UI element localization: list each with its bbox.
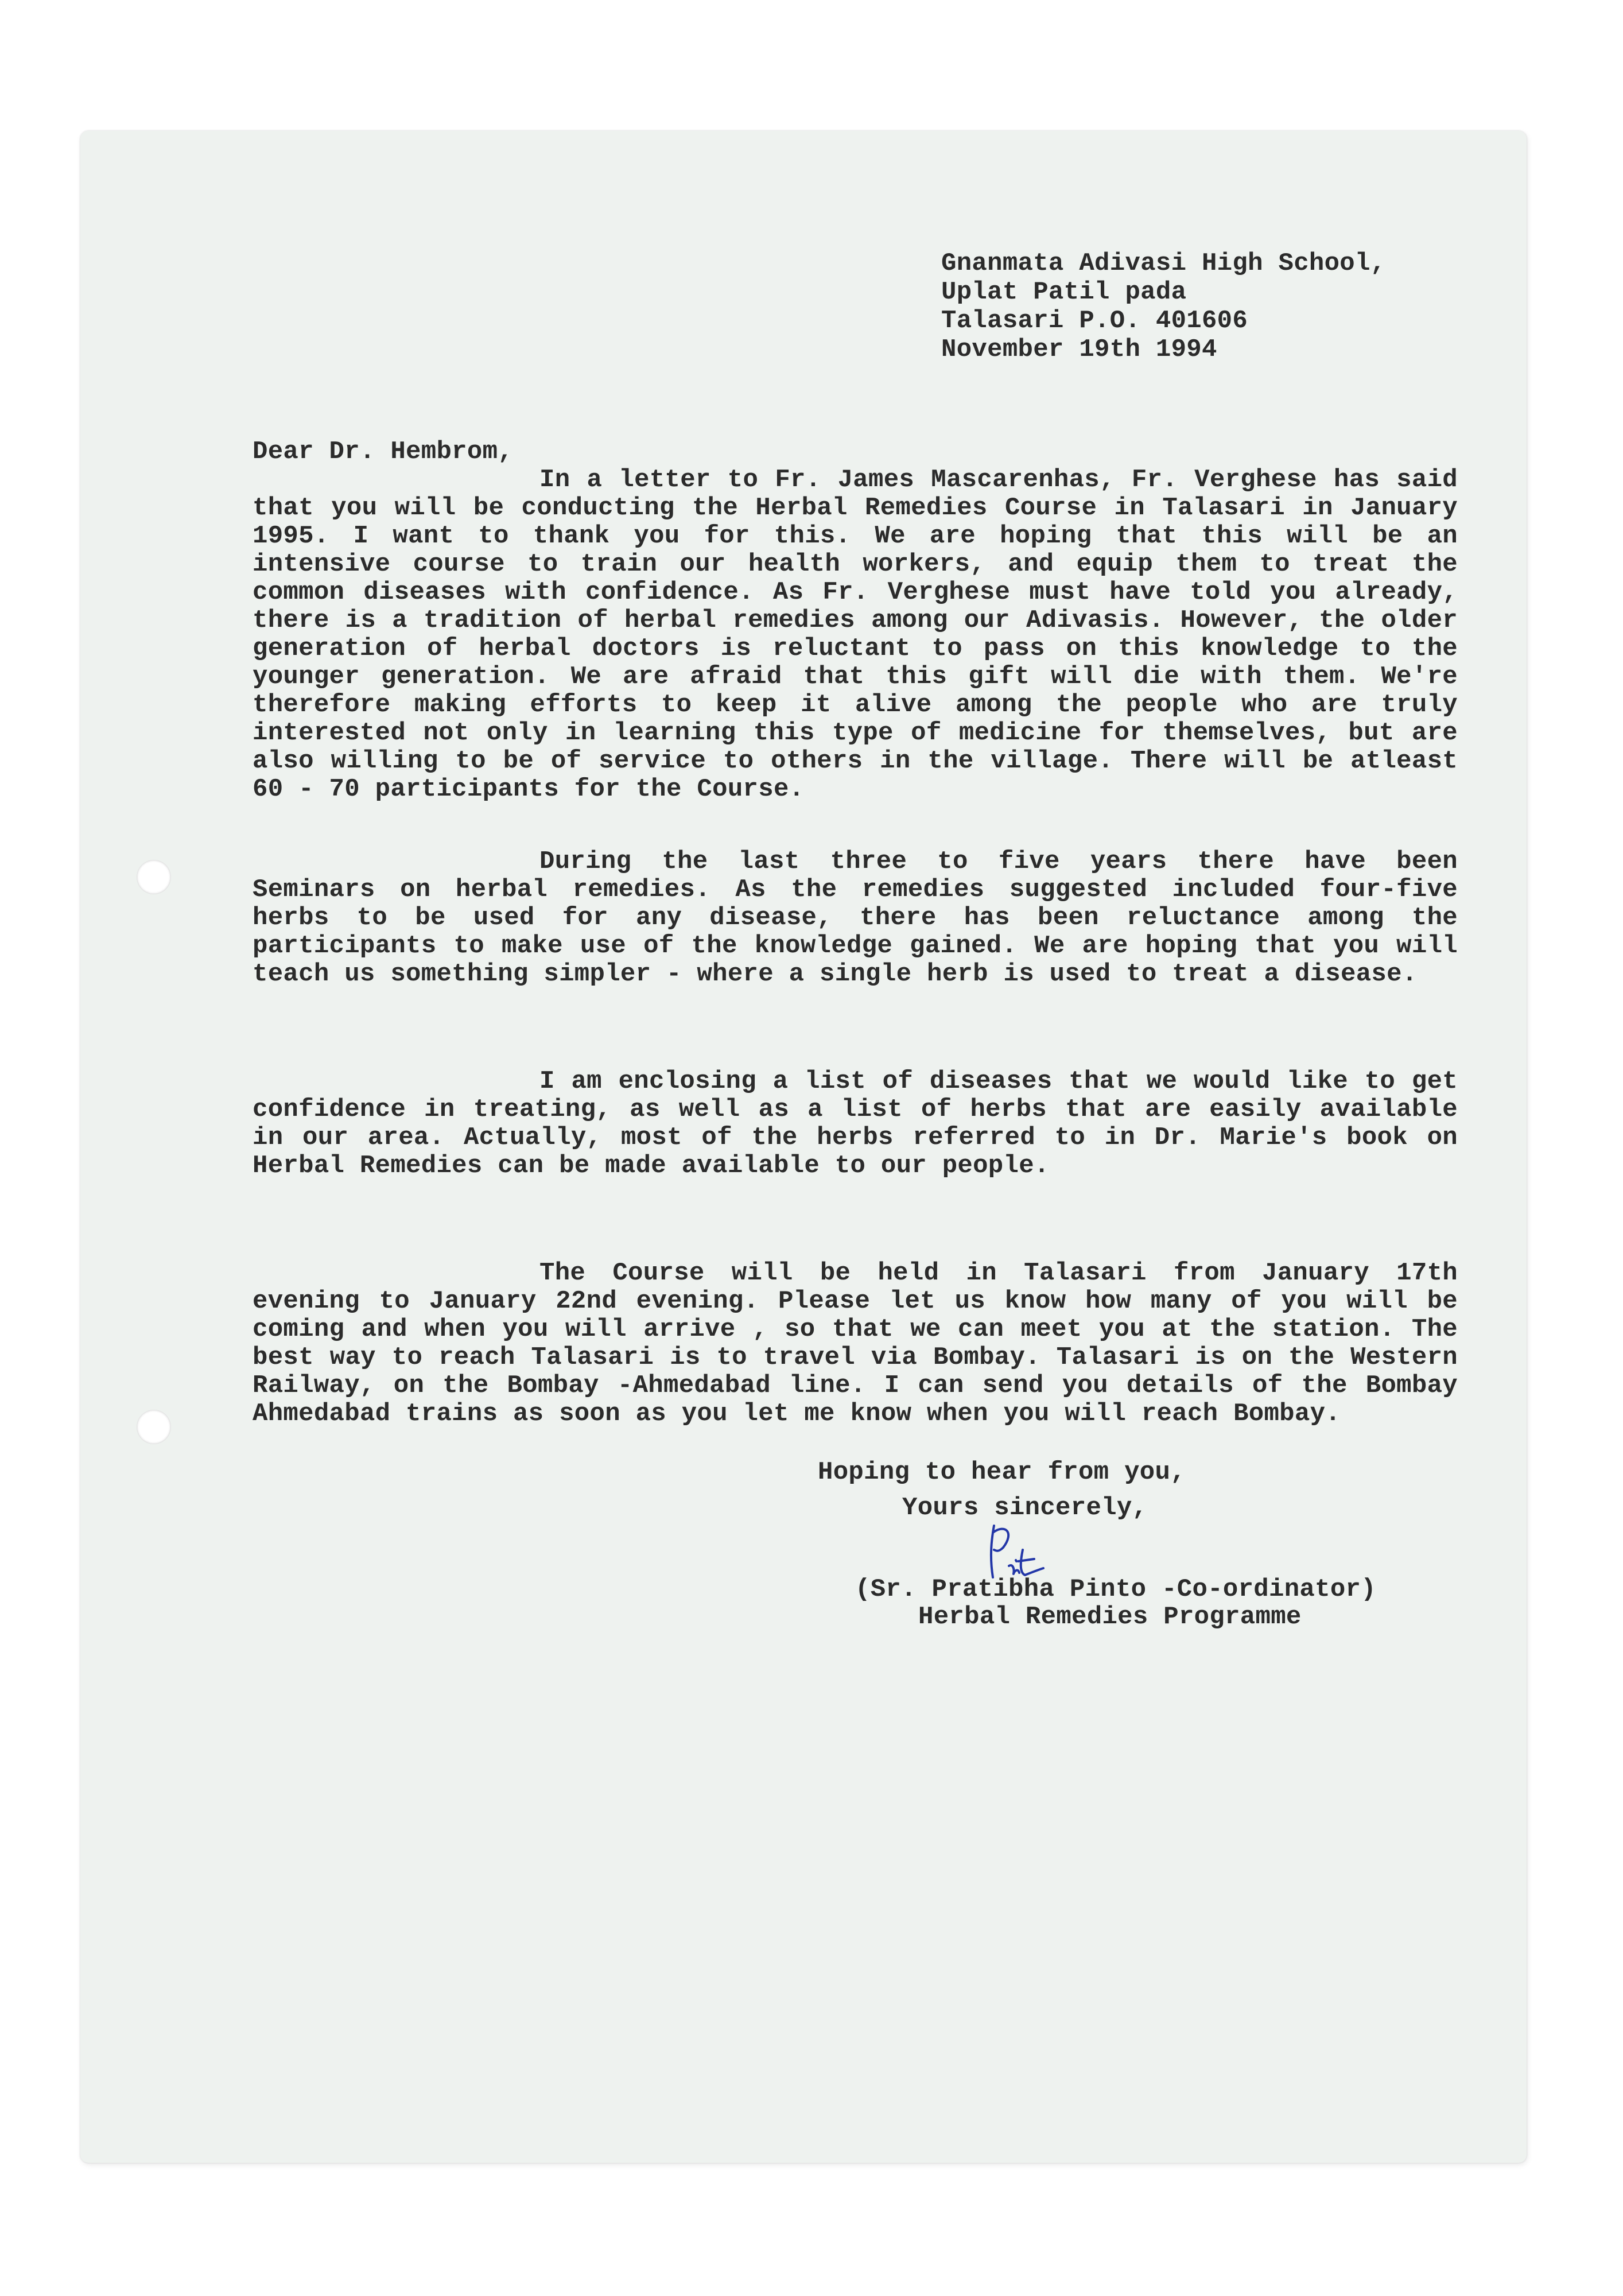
signer-programme: Herbal Remedies Programme	[918, 1603, 1302, 1631]
punch-hole-lower	[137, 1410, 171, 1444]
letter-sheet	[80, 131, 1527, 2163]
valediction: Yours sincerely,	[902, 1494, 1148, 1522]
address-line-post-office: Talasari P.O. 401606	[941, 307, 1248, 335]
body-paragraph-3: I am enclosing a list of diseases that we would like to get confidence in treating, as well as a list of herbs that are easily available in our area. Actually, most of the herbs referred to in Dr. Marie's book on Herbal Remedies can be made available to our people.	[253, 1067, 1458, 1180]
body-paragraph-2: During the last three to five years there have been Seminars on herbal remedies. As the remedies suggested included four-five herbs to be used for any disease, there has been reluctance among the participants to make use of the knowledge gained. We are hoping that you will teach us something simpler - where a single herb is used to treat a disease.	[253, 847, 1458, 988]
address-line-school: Gnanmata Adivasi High School,	[941, 249, 1386, 278]
closing-line: Hoping to hear from you,	[818, 1458, 1186, 1487]
signer-name: (Sr. Pratibha Pinto -Co-ordinator)	[855, 1575, 1376, 1604]
salutation: Dear Dr. Hembrom,	[253, 437, 513, 466]
body-paragraph-4: The Course will be held in Talasari from January 17th evening to January 22nd evening. Please let us know how many of you will be coming and when you will arrive , so that we can meet you at the station. The best way to reach Talasari is to travel via Bombay. Talasari is on the Western Railway, on the Bombay -Ahmedabad line. I can send you details of the Bombay Ahmedabad trains as soon as you let me know when you will reach Bombay.	[253, 1259, 1458, 1428]
address-line-locality: Uplat Patil pada	[941, 278, 1187, 307]
punch-hole-upper	[137, 860, 171, 894]
body-paragraph-1: In a letter to Fr. James Mascarenhas, Fr. Verghese has said that you will be conducting the Herbal Remedies Course in Talasari in January 1995. I want to thank you for this. We are hoping that this will be an intensive course to train our health workers, and equip them to treat the common diseases with confidence. As Fr. Verghese must have told you already, there is a tradition of herbal remedies among our Adivasis. However, the older generation of herbal doctors is reluctant to pass on this knowledge to the younger generation. We are afraid that this gift will die with them. We're therefore making efforts to keep it alive among the people who are truly interested not only in learning this type of medicine for themselves, but are also willing to be of service to others in the village. There will be atleast 60 - 70 participants for the Course.	[253, 466, 1458, 804]
letter-date: November 19th 1994	[941, 335, 1217, 364]
